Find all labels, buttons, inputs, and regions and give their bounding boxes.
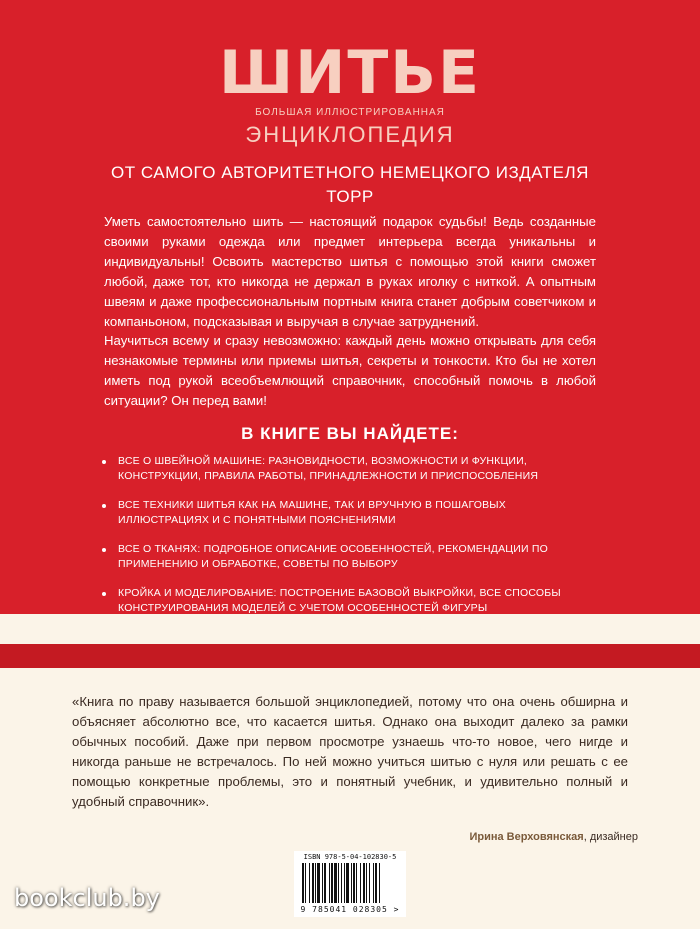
feature-item <box>100 586 580 616</box>
bullet-icon <box>102 460 106 464</box>
feature-text: ВСЕ ТЕХНИКИ ШИТЬЯ КАК НА МАШИНЕ, ТАК И ВРУЧНУЮ В ПОШАГОВЫХ ИЛЛЮСТРАЦИЯХ И С ПОНЯТНЫМИ ПОЯСНЕНИЯМИ <box>118 499 507 526</box>
review-author <box>469 831 638 843</box>
site-watermark: bookclub.by <box>14 884 160 912</box>
features-list <box>100 454 580 630</box>
barcode-bars-icon <box>302 863 398 903</box>
barcode-digits: 9 785041 028305 > <box>300 905 400 914</box>
isbn-text: ISBN 978-5-04-102830-5 <box>303 853 397 861</box>
features-heading: В КНИГЕ ВЫ НАЙДЕТЕ: <box>241 424 459 443</box>
bullet-icon <box>102 548 106 552</box>
bullet-icon <box>102 504 106 508</box>
feature-item <box>100 498 580 528</box>
description-paragraph-1: Уметь самостоятельно шить — настоящий подарок судьбы! Ведь созданные своими руками одежда или предмет интерьера всегда уникальны и индивидуальны! Освоить мастерство шитья с помощью этой книги сможет любой, даже тот, кто никогда не держал в руках иголку с ниткой. А опытным швеям и даже профессиональным портным книга станет добрым советчиком и компаньоном, подсказывая и выручая в случае затруднений. <box>104 214 596 329</box>
book-title: ШИТЬЕ <box>219 38 481 108</box>
description-paragraph-2: Научиться всему и сразу невозможно: каждый день можно открывать для себя незнакомые термины или приемы шитья, секреты и тонкости. Кто бы не хотел иметь под рукой всеобъемлющий справочник, способный помочь в любой ситуации? Он перед вами! <box>104 333 596 408</box>
author-name: Ирина Верховянская <box>469 831 584 843</box>
feature-text: ВСЕ О ТКАНЯХ: ПОДРОБНОЕ ОПИСАНИЕ ОСОБЕННОСТЕЙ, РЕКОМЕНДАЦИИ ПО ПРИМЕНЕНИЮ И ОБРАБОТКЕ, СОВЕТЫ ПО ВЫБОРУ <box>118 543 549 570</box>
feature-text: ВСЕ О ШВЕЙНОЙ МАШИНЕ: РАЗНОВИДНОСТИ, ВОЗМОЖНОСТИ И ФУНКЦИИ, КОНСТРУКЦИИ, ПРАВИЛА РАБОТЫ, ПРИНАДЛЕЖНОСТИ И ПРИСПОСОБЛЕНИЯ <box>118 455 539 482</box>
feature-item <box>100 454 580 484</box>
bullet-icon <box>102 592 106 596</box>
feature-text: КРОЙКА И МОДЕЛИРОВАНИЕ: ПОСТРОЕНИЕ БАЗОВОЙ ВЫКРОЙКИ, ВСЕ СПОСОБЫ КОНСТРУИРОВАНИЯ МОДЕЛЕЙ С УЧЕТОМ ОСОБЕННОСТЕЙ ФИГУРЫ <box>118 587 561 614</box>
book-subtitle-small: БОЛЬШАЯ ИЛЛЮСТРИРОВАННАЯ <box>255 107 445 118</box>
book-subtitle: ЭНЦИКЛОПЕДИЯ <box>245 122 455 147</box>
publisher-line: ОТ САМОГО АВТОРИТЕТНОГО НЕМЕЦКОГО ИЗДАТЕЛЯ ТОРР <box>111 163 589 206</box>
feature-item <box>100 542 580 572</box>
review-quote: «Книга по праву называется большой энциклопедией, потому что она очень обширна и объясняет абсолютно все, что касается шитья. Однако она выходит далеко за рамки обычных пособий. Даже при первом просмотре узнаешь что-то новое, чего нигде и никогда раньше не встречалось. По ней можно учиться шитью с нуля или решать с ее помощью конкретные проблемы, это и понятный учебник, и удивительно полный и удобный справочник». <box>72 694 628 809</box>
decorative-stripe <box>0 644 700 668</box>
barcode <box>294 851 406 917</box>
author-role: , дизайнер <box>583 831 638 843</box>
